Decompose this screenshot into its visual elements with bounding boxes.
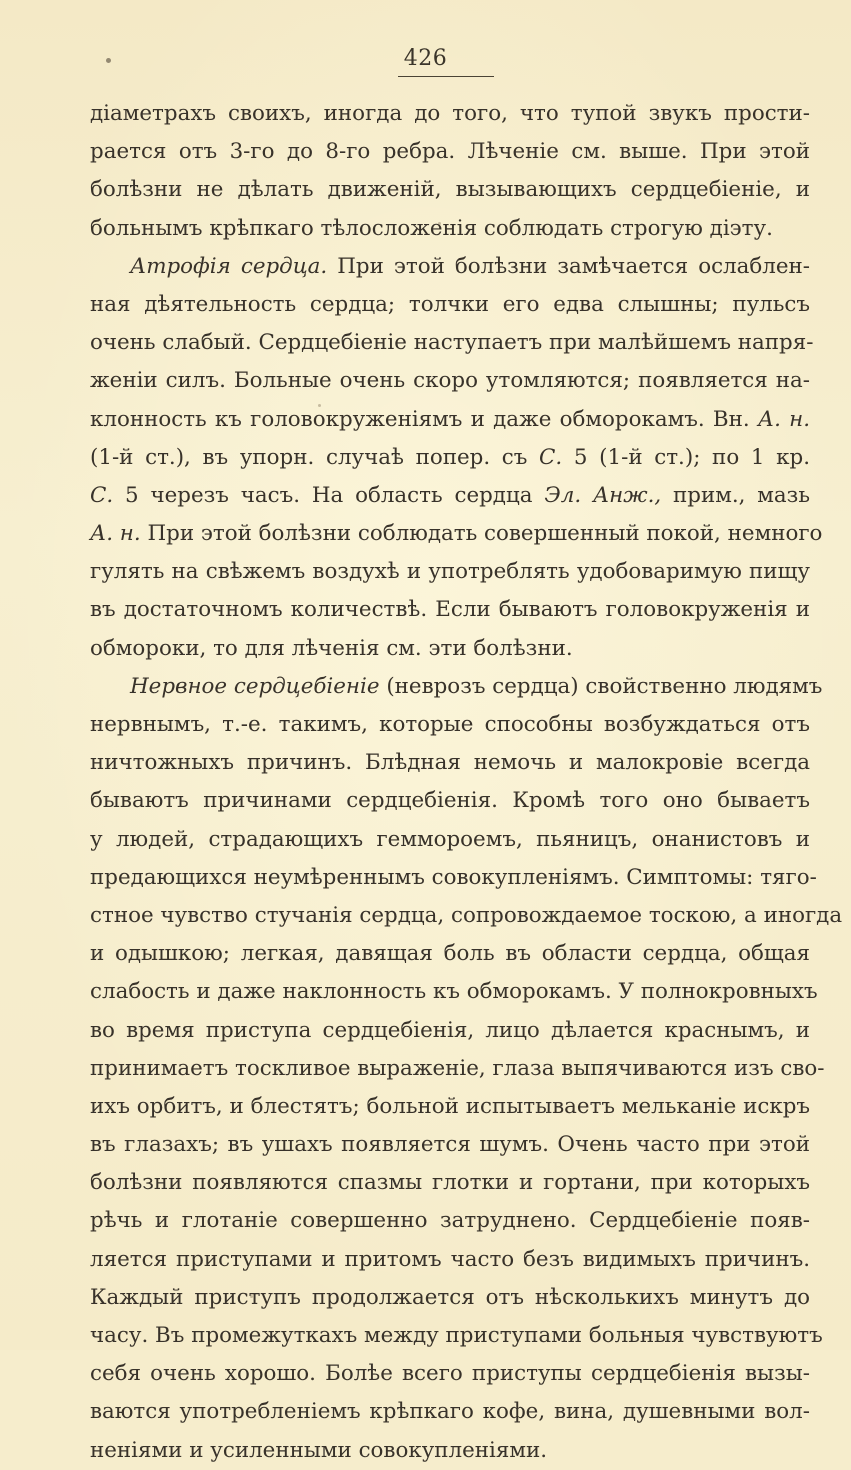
italic-heading-text: С. (539, 444, 563, 470)
text-segment: клонность къ головокруженіямъ и даже обморокамъ. Вн. (90, 406, 758, 432)
text-segment: въ глазахъ; въ ушахъ появляется шумъ. Очень часто при этой (90, 1132, 810, 1158)
text-line (90, 248, 810, 286)
text-line (90, 859, 817, 897)
italic-heading-text: А. н. (757, 406, 810, 432)
text-line (90, 935, 810, 973)
text-segment: въ достаточномъ количествѣ. Если бываютъ головокруженія и (90, 597, 810, 623)
page-number: 426 (403, 46, 448, 71)
text-line (90, 630, 810, 668)
text-line (90, 515, 823, 553)
text-segment: При этой болѣзни соблюдать совершенный покой, немного (140, 521, 823, 547)
body-text (90, 95, 843, 1470)
text-segment: и одышкою; легкая, давящая боль въ области сердца, общая (90, 941, 810, 967)
text-line (90, 1355, 810, 1393)
text-segment: ихъ орбитъ, и блестятъ; больной испытываетъ мельканіе искръ (90, 1093, 810, 1119)
text-segment: во время приступа сердцебіенія, лицо дѣлается краснымъ, и (90, 1017, 810, 1043)
italic-heading-text: Эл. Анж., (544, 482, 662, 508)
text-line (90, 133, 810, 171)
text-line (90, 439, 810, 477)
text-line (90, 324, 814, 362)
text-line (90, 1279, 810, 1317)
paper-speck (250, 1295, 253, 1298)
text-line (90, 1012, 810, 1050)
text-line (90, 1164, 810, 1202)
text-line (90, 1393, 810, 1431)
text-line (90, 1126, 810, 1164)
text-line (90, 362, 810, 400)
text-line (90, 95, 810, 133)
italic-heading-text: С. (90, 482, 114, 508)
text-segment: бываютъ причинами сердцебіенія. Кромѣ того оно бываетъ (90, 788, 810, 814)
text-line (90, 897, 843, 935)
text-segment: ваются употребленіемъ крѣпкаго кофе, вина, душевными вол- (90, 1399, 810, 1425)
text-line (90, 477, 810, 515)
text-segment: себя очень хорошо. Болѣе всего приступы сердцебіенія вызы- (90, 1361, 810, 1387)
text-line (90, 973, 818, 1011)
text-line (90, 821, 810, 859)
text-line (90, 210, 810, 248)
text-segment: рѣчь и глотаніе совершенно затруднено. Сердцебіеніе появ- (90, 1208, 810, 1234)
text-segment: у людей, страдающихъ геммороемъ, пьяницъ, онанистовъ и (90, 826, 810, 852)
paper-speck (438, 222, 441, 225)
text-segment: діаметрахъ своихъ, иногда до того, что тупой звукъ прости- (90, 101, 810, 126)
paper-speck (318, 404, 321, 407)
text-segment: часу. Въ промежуткахъ между приступами больныя чувствуютъ (90, 1323, 823, 1348)
text-segment: ничтожныхъ причинъ. Блѣдная немочь и малокровіе всегда (90, 750, 810, 776)
text-segment: слабость и даже наклонность къ обморокамъ. У полнокровныхъ (90, 979, 818, 1005)
text-segment: предающихся неумѣреннымъ совокупленіямъ. Симптомы: тяго- (90, 864, 817, 890)
text-segment: 5 (1-й ст.); по 1 кр. (562, 444, 810, 470)
text-segment: ляется приступами и притомъ часто безъ видимыхъ причинъ. (90, 1246, 810, 1272)
text-line (90, 171, 810, 209)
text-segment: Каждый приступъ продолжается отъ нѣсколькихъ минутъ до (90, 1284, 810, 1310)
text-segment: гулять на свѣжемъ воздухѣ и употреблять удобоваримую пищу (90, 559, 810, 585)
text-segment: болѣзни не дѣлать движеній, вызывающихъ сердцебіеніе, и (90, 177, 810, 203)
text-line (90, 1202, 810, 1240)
text-segment: обмороки, то для лѣченія см. эти болѣзни. (90, 635, 573, 661)
text-segment: прим., мазь (661, 482, 810, 508)
text-line (90, 706, 810, 744)
text-segment: (1-й ст.), въ упорн. случаѣ попер. съ (90, 444, 540, 470)
text-line (90, 668, 823, 706)
text-line (90, 591, 810, 629)
text-segment: болѣзни появляются спазмы глотки и гортани, при которыхъ (90, 1170, 810, 1196)
text-segment: больнымъ крѣпкаго тѣлосложенія соблюдать строгую діэту. (90, 215, 773, 241)
text-line (90, 1317, 823, 1355)
italic-heading-text: А. н. (90, 521, 141, 547)
text-line (90, 1088, 810, 1126)
text-line (90, 1432, 810, 1470)
text-line (90, 401, 810, 439)
text-line (90, 286, 810, 324)
italic-heading-text: Нервное сердцебіеніе (130, 673, 380, 699)
text-segment: женіи силъ. Больные очень скоро утомляются; появляется на- (90, 368, 810, 394)
text-line (90, 553, 810, 591)
text-line (90, 1050, 825, 1088)
text-segment: неніями и усиленными совокупленіями. (90, 1437, 548, 1463)
text-segment: 5 черезъ часъ. На область сердца (113, 482, 545, 508)
italic-heading-text: Атрофія сердца. (130, 253, 328, 279)
text-segment: очень слабый. Сердцебіеніе наступаетъ при малѣйшемъ напря- (90, 330, 814, 356)
text-segment: При этой болѣзни замѣчается ослаблен- (327, 253, 811, 279)
text-segment: рается отъ 3-го до 8-го ребра. Лѣченіе см. выше. При этой (90, 139, 810, 165)
text-segment: стное чувство стучанія сердца, сопровождаемое тоскою, а иногда (90, 902, 843, 928)
text-segment: нервнымъ, т.-е. такимъ, которые способны возбуждаться отъ (90, 712, 810, 737)
text-line (90, 744, 810, 782)
text-segment: ная дѣятельность сердца; толчки его едва слышны; пульсъ (90, 291, 810, 317)
text-segment: (неврозъ сердца) свойственно людямъ (379, 673, 823, 699)
text-line (90, 1241, 810, 1279)
text-line (90, 782, 810, 820)
text-segment: принимаетъ тоскливое выраженіе, глаза выпячиваются изъ сво- (90, 1055, 825, 1081)
page-number-rule (398, 76, 494, 77)
